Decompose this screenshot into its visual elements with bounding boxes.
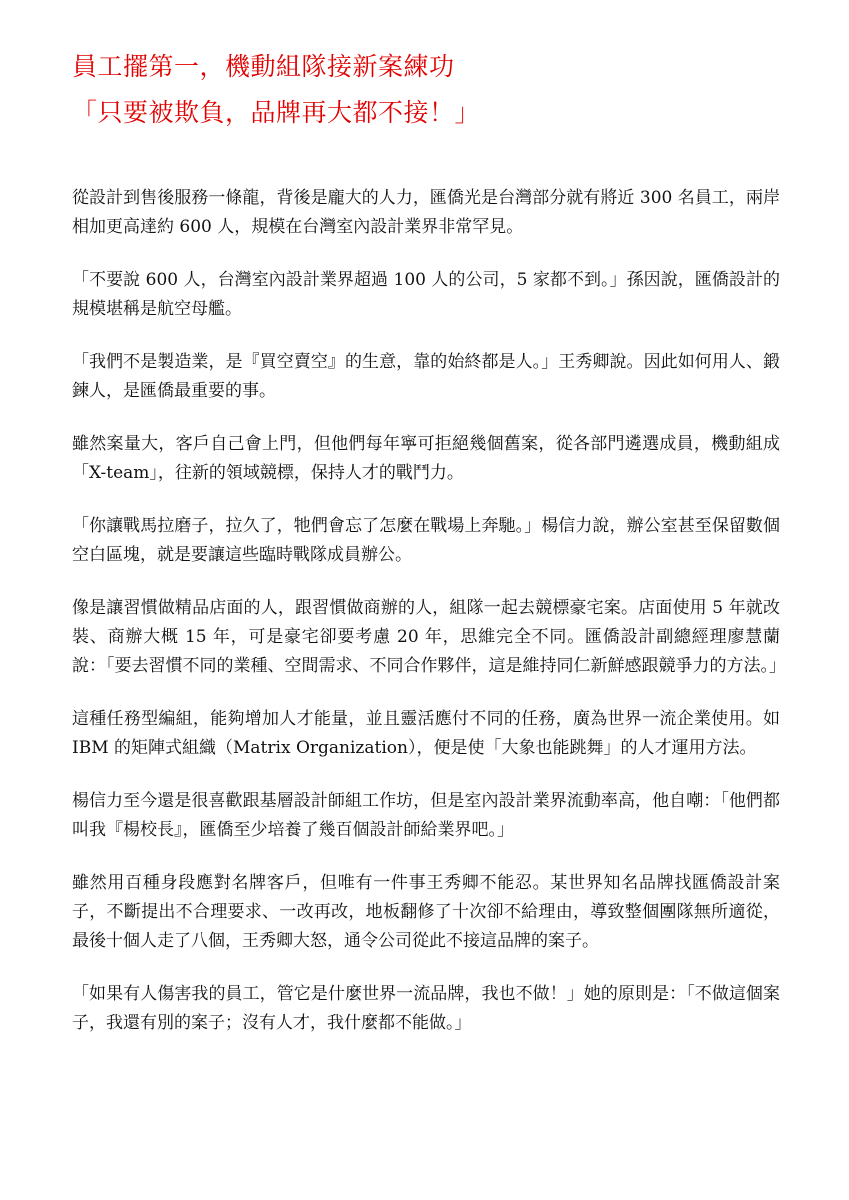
paragraph: 從設計到售後服務一條龍，背後是龐大的人力，匯僑光是台灣部分就有將近 300 名員工，兩岸相加更高達約 600 人，規模在台灣室內設計業界非常罕見。 <box>72 188 780 237</box>
paragraph: 「我們不是製造業，是『買空賣空』的生意，靠的始終都是人。」王秀卿說。因此如何用人、鍛鍊人，是匯僑最重要的事。 <box>72 352 780 401</box>
article-subheadline: 「只要被欺負，品牌再大都不接！」 <box>72 98 481 127</box>
paragraph: 這種任務型編組，能夠增加人才能量，並且靈活應付不同的任務，廣為世界一流企業使用。如 IBM 的矩陣式組織（Matrix Organization），便是使「大象也能跳舞」的人才運用方法。 <box>72 709 780 758</box>
paragraph: 雖然用百種身段應對名牌客戶，但唯有一件事王秀卿不能忍。某世界知名品牌找匯僑設計案子，不斷提出不合理要求、一改再改，地板翻修了十次卻不給理由，導致整個團隊無所適從，最後十個人走了八個，王秀卿大怒，通令公司從此不接這品牌的案子。 <box>72 873 780 951</box>
paragraph: 「如果有人傷害我的員工，管它是什麼世界一流品牌，我也不做！」她的原則是：「不做這個案子，我還有別的案子；沒有人才，我什麼都不能做。」 <box>72 984 780 1033</box>
article-body <box>72 184 786 1038</box>
paragraph: 雖然案量大，客戶自己會上門，但他們每年寧可拒絕幾個舊案，從各部門遴選成員，機動組成「X-team」，往新的領域競標，保持人才的戰鬥力。 <box>72 434 780 483</box>
article-headline: 員工擺第一，機動組隊接新案練功 <box>72 52 455 81</box>
paragraph: 楊信力至今還是很喜歡跟基層設計師組工作坊，但是室內設計業界流動率高，他自嘲：「他們都叫我『楊校長』，匯僑至少培養了幾百個設計師給業界吧。」 <box>72 791 780 840</box>
paragraph: 「不要說 600 人，台灣室內設計業界超過 100 人的公司，5 家都不到。」孫因說，匯僑設計的規模堪稱是航空母艦。 <box>72 270 780 319</box>
paragraph: 「你讓戰馬拉磨子，拉久了，牠們會忘了怎麼在戰場上奔馳。」楊信力說，辦公室甚至保留數個空白區塊，就是要讓這些臨時戰隊成員辦公。 <box>72 516 780 565</box>
article-page <box>72 48 786 1062</box>
paragraph: 像是讓習慣做精品店面的人，跟習慣做商辦的人，組隊一起去競標豪宅案。店面使用 5 年就改裝、商辦大概 15 年，可是豪宅卻要考慮 20 年，思維完全不同。匯僑設計副總經理廖慧蘭說：「要去習慣不同的業種、空間需求、不同合作夥伴，這是維持同仁新鮮感跟競爭力的方法。」 <box>72 598 786 676</box>
